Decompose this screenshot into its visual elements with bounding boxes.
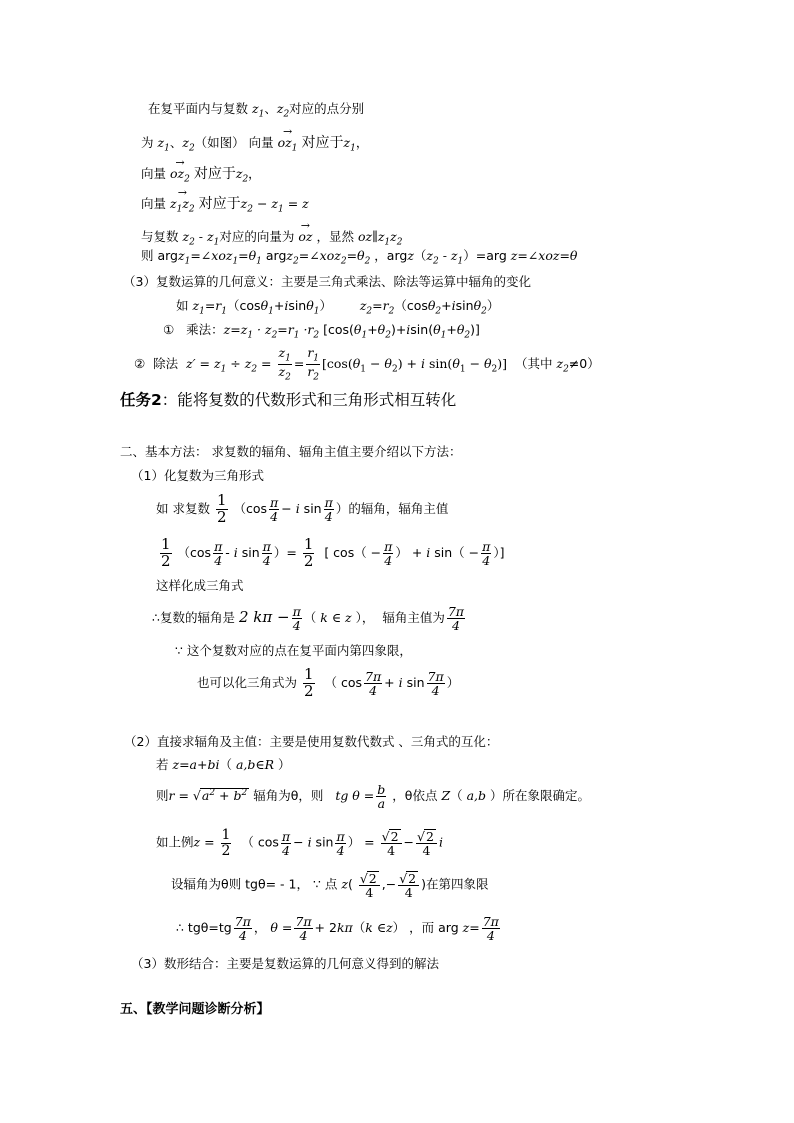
text-line-alternative-form: 也可以化三角式为 $\frac{1}{2}$ （ cos $\frac{7\pi}{4}$ + i sin $\frac{7\pi}{4}$ ） bbox=[197, 665, 460, 700]
text-segment: =arg bbox=[475, 248, 507, 263]
section-heading-diagnosis: 五、【教学问题诊断分析】 bbox=[120, 1002, 270, 1017]
math-fraction-pi-4: $\frac{\pi}{4}$ bbox=[262, 538, 271, 568]
text-line-vector-oz2 bbox=[141, 159, 261, 185]
math-arg-diff: z bbox=[407, 248, 414, 263]
math-fraction-half: $\frac{1}{2}$ bbox=[221, 827, 231, 859]
math-arg-z1: $z_1=\angle xoz_1=\theta_1$ bbox=[178, 248, 262, 267]
text-segment: 则 arg bbox=[141, 248, 178, 263]
math-fraction-7pi-4: $\frac{7\pi}{4}$ bbox=[427, 668, 444, 698]
text-segment: 对应于 bbox=[198, 196, 241, 212]
text-segment: 如 bbox=[176, 298, 189, 313]
math-product: $z=z_1 \cdot z_2=r_1 \cdot r_2$ bbox=[223, 322, 320, 341]
text-segment: 在复平面内与复数 bbox=[148, 101, 249, 116]
math-arg-z: z=∠xoz=θ bbox=[510, 248, 578, 263]
text-segment: 乘法： bbox=[186, 322, 224, 337]
text-line-points: 为 $z_1$、$z_2$（如图） 向量 → $oz_1$ 对应于$z_1$， bbox=[141, 128, 368, 154]
text-segment: ，而 arg bbox=[409, 920, 459, 936]
math-fraction-pi-4: $\frac{\pi}{4}$ bbox=[214, 538, 223, 568]
text-segment: ，θ依点 bbox=[392, 788, 438, 804]
math-fraction-sqrt2-4: $\frac{√2}{4}$ bbox=[398, 871, 419, 899]
math-z2: $z_2$ bbox=[276, 101, 290, 120]
text-segment: 、 bbox=[264, 101, 277, 116]
math-z2: $z_2$ bbox=[235, 166, 249, 185]
math-z2-minus-z1: $z_2 - z_1$ bbox=[182, 229, 220, 248]
math-quotient: $z' = z_1 \div z_2$ = bbox=[186, 355, 272, 375]
text-line-arguments: 则 $argz_1=\angle xoz_1=\theta_1$ $argz_2=\angle xoz_2=\theta_2$ ，$argz(z_2 - z_1)=arg$ z=∠xoz=θ bbox=[141, 248, 578, 267]
math-fraction-sqrt2-4: $\frac{√2}{4}$ bbox=[416, 829, 437, 857]
text-segment: arg bbox=[265, 248, 287, 263]
math-z1: $z_1$ bbox=[252, 101, 265, 120]
text-segment: 为 bbox=[141, 135, 154, 150]
text-segment: 如 求复数 bbox=[156, 500, 210, 516]
text-line-trig-forms: 如 $z_1=r_1(\cos\theta_1+isin\theta_1)$ $z_2=r_2(\cos\theta_2+isin\theta_2)$ bbox=[176, 298, 500, 317]
math-fraction-pi-4: $\frac{\pi}{4}$ bbox=[384, 538, 393, 568]
math-fraction-half: $\frac{1}{2}$ bbox=[303, 535, 314, 570]
text-segment: ① bbox=[163, 322, 175, 337]
math-vector-oz2: → $oz_2$ bbox=[170, 159, 190, 185]
math-z2-minus-z1: $z_2 - z_1 = z$ bbox=[240, 196, 309, 215]
text-line-multiplication: ① 乘法：$z=z_1 \cdot z_2=r_1 \cdot r_2$ $[\cos(\theta_1+\theta_2)+isin(\theta_1+\theta_2)]$ bbox=[163, 322, 480, 341]
math-vector-oz1: → $oz_1$ bbox=[278, 128, 298, 154]
math-point: z bbox=[341, 876, 348, 892]
text-line-trig-form-note: 这样化成三角式 bbox=[156, 578, 244, 593]
text-line-method-1: （1）化复数为三角形式 bbox=[131, 468, 264, 483]
math-fraction-7pi-4: $\frac{7\pi}{4}$ bbox=[482, 914, 499, 944]
math-vector-z1z2: → $z_1z_2$ bbox=[170, 189, 195, 215]
text-segment: 对应于 bbox=[193, 166, 236, 182]
text-line-geometric-meaning: （3）复数运算的几何意义：主要是三角式乘法、除法等运算中辐角的变化 bbox=[123, 274, 531, 289]
text-segment: （如图） 向量 bbox=[194, 135, 274, 150]
math-z2: $z_2$ bbox=[182, 135, 195, 154]
text-segment: 对应于 bbox=[301, 135, 344, 151]
text-line-example-again: 如上例z = $\frac{1}{2}$ （ cos $\frac{\pi}{4}$ − i sin $\frac{\pi}{4}$ ） = $\frac{√2}{4}$ − $\frac{√2}{4}$ i bbox=[156, 827, 443, 859]
text-line-if-z: 若 z=a+bi（ a,b∈R ） bbox=[156, 757, 291, 772]
math-point: Z bbox=[441, 788, 451, 804]
text-segment: ∴ tgθ=tg bbox=[176, 920, 232, 936]
math-z1-trig: $z_1=r_1$ bbox=[192, 298, 228, 317]
text-line-method-3: （3）数形结合：主要是复数运算的几何意义得到的解法 bbox=[131, 956, 439, 971]
section-heading-basic-methods: 二、基本方法： 求复数的辐角、辐角主值主要介绍以下方法： bbox=[120, 444, 462, 459]
math-fraction-b-a: $\frac{b}{a}$ bbox=[377, 782, 386, 812]
text-line-conversion: $\frac{1}{2}$ （cos $\frac{\pi}{4}$ - i sin $\frac{\pi}{4}$ ）= $\frac{1}{2}$ [ cos（ − $\frac{\pi}{4}$ ） + i sin（ − $\frac{\pi}{4}$ ）] bbox=[161, 535, 505, 570]
math-fraction-7pi-4: $\frac{7\pi}{4}$ bbox=[447, 604, 464, 634]
text-segment: ，arg bbox=[374, 248, 408, 263]
math-arg-z2: $z_2=\angle xoz_2=\theta_2$ bbox=[286, 248, 371, 267]
text-segment: 若 bbox=[156, 757, 169, 772]
text-segment: 也可以化三角式为 bbox=[197, 674, 298, 690]
text-segment: 则 bbox=[156, 788, 169, 804]
text-segment: ≠0） bbox=[568, 355, 600, 371]
math-fraction-7pi-4: $\frac{7\pi}{4}$ bbox=[234, 914, 251, 944]
math-fraction-pi-4: $\frac{\pi}{4}$ bbox=[324, 494, 333, 524]
task-text: ：能将复数的代数形式和三角形式相互转化 bbox=[161, 391, 457, 409]
math-fraction-half: $\frac{1}{2}$ bbox=[161, 535, 171, 570]
math-z-algebraic: z=a+bi bbox=[172, 757, 220, 772]
text-segment: ② bbox=[134, 355, 146, 371]
math-fraction-7pi-4: $\frac{7\pi}{4}$ bbox=[365, 668, 382, 698]
text-segment: 与复数 bbox=[141, 229, 179, 244]
math-tan: tg θ = bbox=[335, 788, 375, 804]
math-z1: $z_1$ bbox=[343, 135, 356, 154]
text-segment: 辐角为θ，则 bbox=[253, 788, 324, 804]
text-line-vector-oz bbox=[141, 222, 402, 248]
math-fraction-pi-4: $\frac{\pi}{4}$ bbox=[281, 828, 291, 858]
text-line-method-2: （2）直接求辐角及主值：主要是使用复数代数式 、三角式的互化： bbox=[124, 734, 499, 749]
text-segment: ， bbox=[355, 135, 369, 150]
math-fraction-pi-4: $\frac{\pi}{4}$ bbox=[270, 494, 279, 524]
text-segment: 的辐角，辐角主值 bbox=[348, 500, 449, 516]
text-line-example: 如 求复数 $\frac{1}{2}$ （cos $\frac{\pi}{4}$ − i sin $\frac{\pi}{4}$ ）的辐角，辐角主值 bbox=[156, 491, 449, 526]
task-heading bbox=[120, 393, 456, 409]
text-line-modulus: 则$r = √a^2 + b^2$ 辐角为θ，则 tg θ = $\frac{b}{a}$ ，θ依点 Z（ a,b ）所在象限确定。 bbox=[156, 782, 591, 812]
text-segment: 对应的向量为 bbox=[219, 229, 295, 244]
math-oz-parallel-z1z2: $oz\parallel z_1z_2$ bbox=[357, 229, 403, 248]
text-segment: 设辐角为θ则 tgθ= - 1， ∵ 点 bbox=[171, 876, 338, 892]
text-line-conclusion: ∴ tgθ=tg $\frac{7\pi}{4}$ ， θ = $\frac{7\pi}{4}$ + 2kπ（k ∈z） ，而 arg z= $\frac{7\pi}{4}$ bbox=[176, 914, 499, 944]
math-fraction-pi-4: $\frac{\pi}{4}$ bbox=[336, 828, 345, 858]
text-segment: 辐角主值为 bbox=[382, 610, 445, 626]
text-line-fourth-quadrant: ∵ 这个复数对应的点在复平面内第四象限， bbox=[175, 643, 412, 658]
text-line-vector-z1z2 bbox=[141, 189, 309, 215]
text-segment: （其中 bbox=[515, 355, 553, 371]
text-segment: 在第四象限 bbox=[426, 876, 489, 892]
text-segment: ，显然 bbox=[316, 229, 354, 244]
math-fraction-sqrt2-4: $\frac{√2}{4}$ bbox=[359, 871, 380, 899]
text-segment: ， bbox=[248, 166, 261, 181]
text-line-argument-result: ∴复数的辐角是 2 kπ − $\frac{\pi}{4}$ （ k ∈ z ）， 辐角主值为 $\frac{7\pi}{4}$ bbox=[152, 604, 464, 634]
math-z2-trig: $z_2=r_2$ bbox=[359, 298, 395, 317]
math-fraction-pi-4: $\frac{\pi}{4}$ bbox=[482, 538, 491, 568]
text-segment: 如上例 bbox=[156, 834, 194, 850]
text-segment: 向量 bbox=[141, 166, 167, 181]
math-fraction-half: $\frac{1}{2}$ bbox=[216, 491, 227, 526]
math-fraction-pi-4: $\frac{\pi}{4}$ bbox=[292, 604, 301, 634]
text-line-tangent: 设辐角为θ则 tgθ= - 1， ∵ 点 z( $\frac{√2}{4}$ ,− $\frac{√2}{4}$ )在第四象限 bbox=[171, 871, 489, 901]
text-line-intro bbox=[148, 103, 364, 120]
task-label: 任务2 bbox=[120, 391, 162, 409]
text-segment: 向量 bbox=[141, 196, 167, 211]
text-line-division: ② 除法 $z' = z_1 \div z_2$ = $\frac{z_1}{z_2}$ = $\frac{r_1}{r_2}$ [$\cos(\theta_1 - \theta_2) + i$ $\sin(\theta_1 - \theta_2)$] （其中 $z_2\ne 0$） bbox=[134, 345, 600, 383]
math-fraction-7pi-4: $\frac{7\pi}{4}$ bbox=[295, 914, 312, 944]
math-r: r bbox=[168, 788, 175, 804]
math-argument: 2 kπ − bbox=[238, 608, 290, 627]
math-sqrt: $a^2 + b^2$ bbox=[201, 787, 248, 804]
math-vector-oz: → oz bbox=[298, 222, 312, 244]
text-segment: ∴复数的辐角是 bbox=[152, 610, 235, 626]
math-z1: $z_1$ bbox=[157, 135, 170, 154]
math-fraction-sqrt2-4: $\frac{√2}{4}$ bbox=[381, 829, 402, 857]
text-segment: 所在象限确定。 bbox=[502, 788, 591, 804]
math-fraction: $\frac{r_1}{r_2}$ bbox=[307, 345, 320, 383]
math-fraction-half: $\frac{1}{2}$ bbox=[304, 665, 314, 700]
text-segment: 对应的点分别 bbox=[289, 101, 365, 116]
text-segment: 除法 bbox=[153, 355, 179, 371]
math-fraction: $\frac{z_1}{z_2}$ bbox=[278, 345, 291, 383]
